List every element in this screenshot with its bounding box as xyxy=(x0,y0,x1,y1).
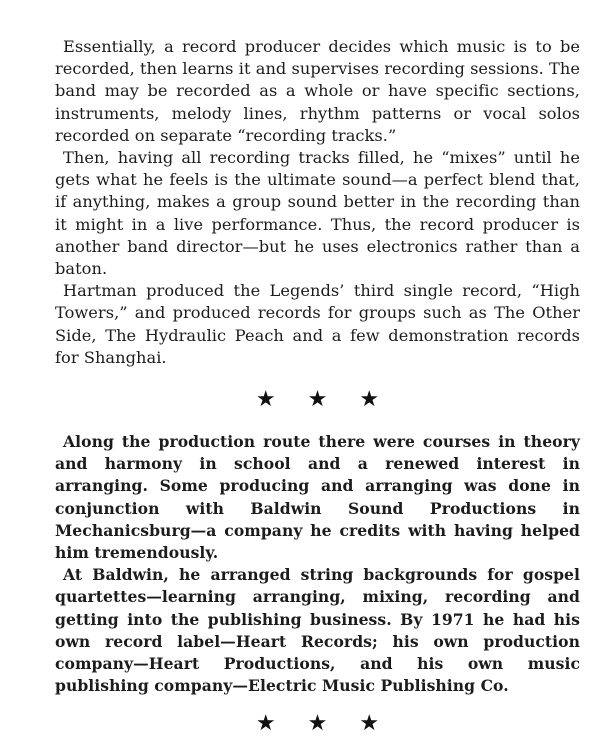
article-page xyxy=(55,36,580,737)
section-divider-stars: ★★★ xyxy=(255,387,412,413)
paragraph-2: Then, having all recording tracks filled, he “mixes” until he gets what he feels is the ultimate sound—a perfect blend that, if anything, makes a group sound better in the recording than it might in a live performance. Thus, the record producer is another band director—but he uses electronics rather than a baton. xyxy=(55,148,580,279)
paragraph-3: Hartman produced the Legends’ third single record, “High Towers,” and produced records for groups such as The Other Side, The Hydraulic Peach and a few demonstration records for Shanghai. xyxy=(55,281,580,367)
section-divider-stars: ★★★ xyxy=(255,711,412,737)
paragraph-5: At Baldwin, he arranged string backgrounds for gospel quartettes—learning arranging, mixing, recording and getting into the publishing business. By 1971 he had his own record label—Heart Records; his own production company—Heart Productions, and his own music publishing company—Electric Music Publishing Co. xyxy=(55,565,580,696)
paragraph-4: Along the production route there were courses in theory and harmony in school and a renewed interest in arranging. Some producing and arranging was done in conjunction with Baldwin Sound Productions in Mechanicsburg—a company he credits with having helped him tremendously. xyxy=(55,432,580,563)
paragraph-1: Essentially, a record producer decides which music is to be recorded, then learns it and supervises recording sessions. The band may be recorded as a whole or have specific sections, instruments, melody lines, rhythm patterns or vocal solos recorded on separate “recording tracks.” xyxy=(55,37,580,145)
